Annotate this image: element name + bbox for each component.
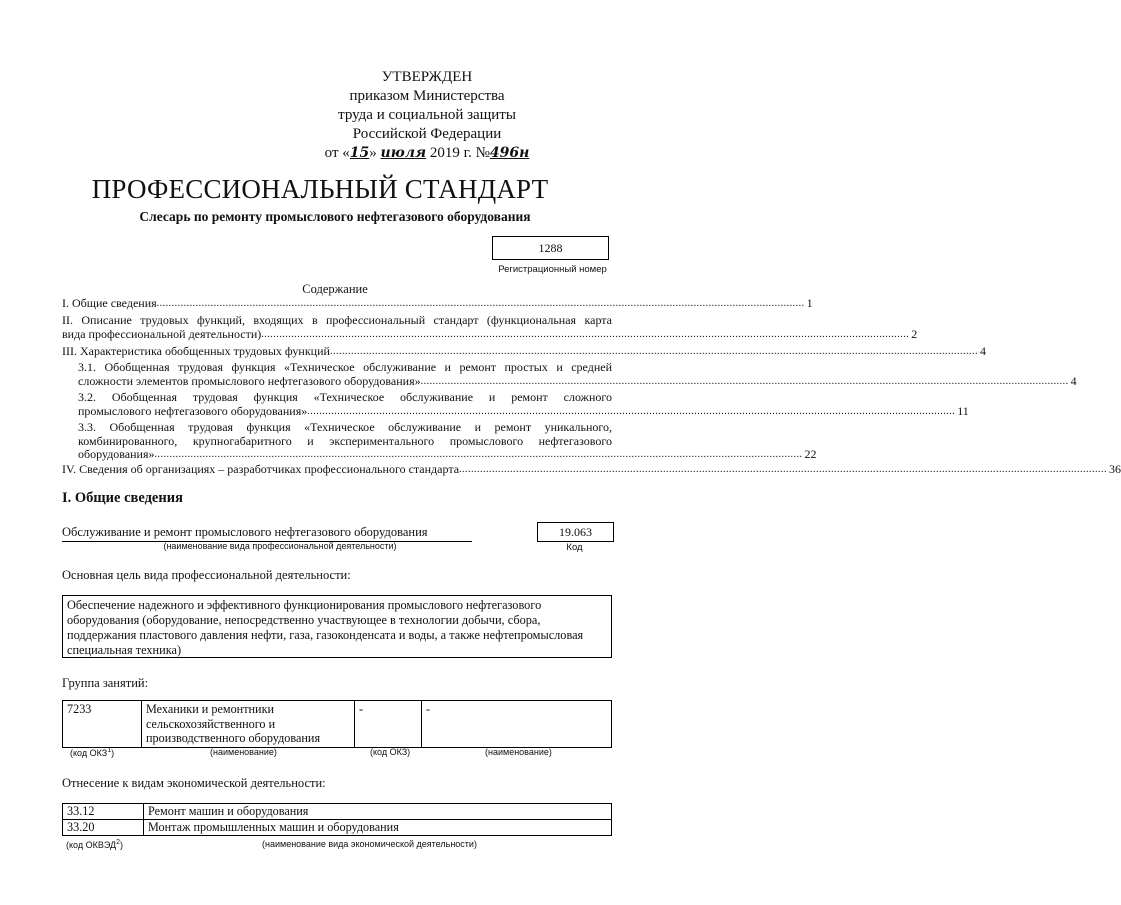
goal-text: Обеспечение надежного и эффективного функционирования промыслового нефтегазового оборудования (оборудование, непосредственно участвующее в технологии добычи, сбора, поддержания пластового давления нефти, газа, газоконденсата и воды, а также нефтепромысловая специальная техника) [62, 595, 612, 658]
table-cell: 33.20 [63, 820, 144, 836]
toc-leader-dots: ........................................................................................................................................................................................................................ [307, 405, 956, 417]
table-cell: 7233 [63, 701, 142, 748]
toc-item-2[interactable] [62, 313, 918, 341]
caption-text: (код ОКЗ [70, 748, 108, 758]
goal-label: Основная цель вида профессиональной деятельности: [62, 568, 351, 582]
toc-item-text: вида профессиональной деятельности) [62, 326, 262, 341]
footnote-marker: 2 [116, 839, 121, 846]
table-row [63, 701, 612, 748]
toc-leader-dots: ........................................................................................................................................................................................................................ [459, 464, 1108, 475]
table-row [63, 820, 612, 836]
toc-page-number: 4 [979, 344, 986, 358]
date-prefix: от « [324, 145, 350, 161]
registration-number-box: 1288 [492, 236, 609, 260]
toc-item-text: сложности элементов промыслового нефтегазового оборудования» [78, 373, 421, 388]
document-subtitle: Слесарь по ремонту промыслового нефтегазового оборудования [139, 209, 531, 224]
economic-activity-table [62, 803, 612, 836]
approval-line: приказом Министерства [349, 88, 505, 104]
occupation-caption-code2: (код ОКЗ) [370, 747, 411, 757]
toc-item-1[interactable] [62, 296, 813, 311]
toc-item-text: I. Общие сведения [62, 296, 157, 310]
table-cell: - [355, 701, 422, 748]
date-mid: » [369, 145, 381, 161]
toc-item-text: II. Описание трудовых функций, входящих в профессиональный стандарт (функциональная карта [62, 313, 612, 327]
toc-item-text: 3.2. Обобщенная трудовая функция «Техническое обслуживание и ремонт сложного [78, 390, 612, 404]
toc-leader-dots: ........................................................................................................................................................................................................................ [420, 375, 1069, 387]
occupation-group-label: Группа занятий: [62, 676, 149, 690]
toc-page-number: 4 [1070, 373, 1077, 388]
approval-block [312, 68, 542, 163]
toc-item-text: промыслового нефтегазового оборудования» [78, 403, 308, 418]
approval-line: УТВЕРЖДЕН [381, 69, 473, 85]
toc-item-text: IV. Сведения об организациях – разработчиках профессионального стандарта [62, 462, 460, 476]
caption-text: ) [111, 748, 115, 758]
toc-leader-dots: ........................................................................................................................................................................................................................ [156, 298, 805, 309]
handwritten-day: 15 [349, 145, 370, 161]
toc-item-text: III. Характеристика обобщенных трудовых функций [62, 344, 330, 358]
footnote-marker: 1 [107, 747, 112, 754]
occupation-table [62, 700, 612, 748]
toc-page-number: 22 [804, 447, 817, 461]
registration-number-label: Регистрационный номер [498, 264, 607, 275]
caption-text: (код ОКВЭД [66, 840, 117, 850]
economic-activity-label: Отнесение к видам экономической деятельности: [62, 776, 326, 790]
economic-caption-code [66, 839, 123, 850]
activity-caption: (наименование вида профессиональной деятельности) [163, 541, 397, 551]
activity-name: Обслуживание и ремонт промыслового нефтегазового оборудования [62, 525, 472, 542]
toc-item-4[interactable] [62, 462, 1121, 477]
section-heading: I. Общие сведения [62, 490, 183, 506]
toc-item-3-1[interactable] [78, 360, 1077, 388]
table-cell: Монтаж промышленных машин и оборудования [144, 820, 612, 836]
table-cell: 33.12 [63, 804, 144, 820]
toc-page-number: 36 [1109, 462, 1121, 476]
handwritten-month: июля [380, 145, 427, 161]
occupation-caption-code [70, 747, 114, 758]
toc-page-number: 1 [806, 296, 813, 310]
toc-item-text: 3.1. Обобщенная трудовая функция «Техническое обслуживание и ремонт простых и средней [78, 360, 612, 374]
toc-item-3[interactable] [62, 344, 986, 359]
toc-leader-dots: ........................................................................................................................................................................................................................ [261, 328, 910, 340]
toc-heading: Содержание [302, 282, 368, 296]
toc-leader-dots: ........................................................................................................................................................................................................................ [154, 449, 803, 460]
toc-item-text: комбинированного, крупногабаритного и экспериментального промыслового нефтегазового [78, 433, 612, 448]
table-cell: Ремонт машин и оборудования [144, 804, 612, 820]
approval-date-line [312, 144, 542, 163]
table-row [63, 804, 612, 820]
document-title: ПРОФЕССИОНАЛЬНЫЙ СТАНДАРТ [91, 174, 549, 204]
date-year: 2019 г. № [426, 145, 490, 161]
toc-item-text: 3.3. Обобщенная трудовая функция «Техническое обслуживание и ремонт уникального, [78, 420, 612, 434]
toc-item-text: оборудования» [78, 447, 155, 461]
occupation-caption-name2: (наименование) [485, 747, 552, 757]
toc-item-3-3[interactable] [78, 420, 817, 462]
table-cell: Механики и ремонтники сельскохозяйственного и производственного оборудования [142, 701, 355, 748]
toc-leader-dots: ........................................................................................................................................................................................................................ [329, 346, 978, 357]
activity-code: 19.063 [537, 522, 614, 542]
caption-text: ) [120, 840, 124, 850]
economic-caption-name: (наименование вида экономической деятельности) [262, 839, 477, 849]
toc-item-3-2[interactable] [78, 390, 969, 418]
table-cell: - [422, 701, 612, 748]
approval-line: труда и социальной защиты [338, 107, 516, 123]
handwritten-number: 496н [489, 145, 530, 161]
toc-page-number: 11 [957, 403, 969, 418]
toc-page-number: 2 [911, 326, 918, 341]
approval-line: Российской Федерации [352, 126, 502, 142]
occupation-caption-name: (наименование) [210, 747, 277, 757]
activity-code-caption: Код [566, 542, 583, 553]
